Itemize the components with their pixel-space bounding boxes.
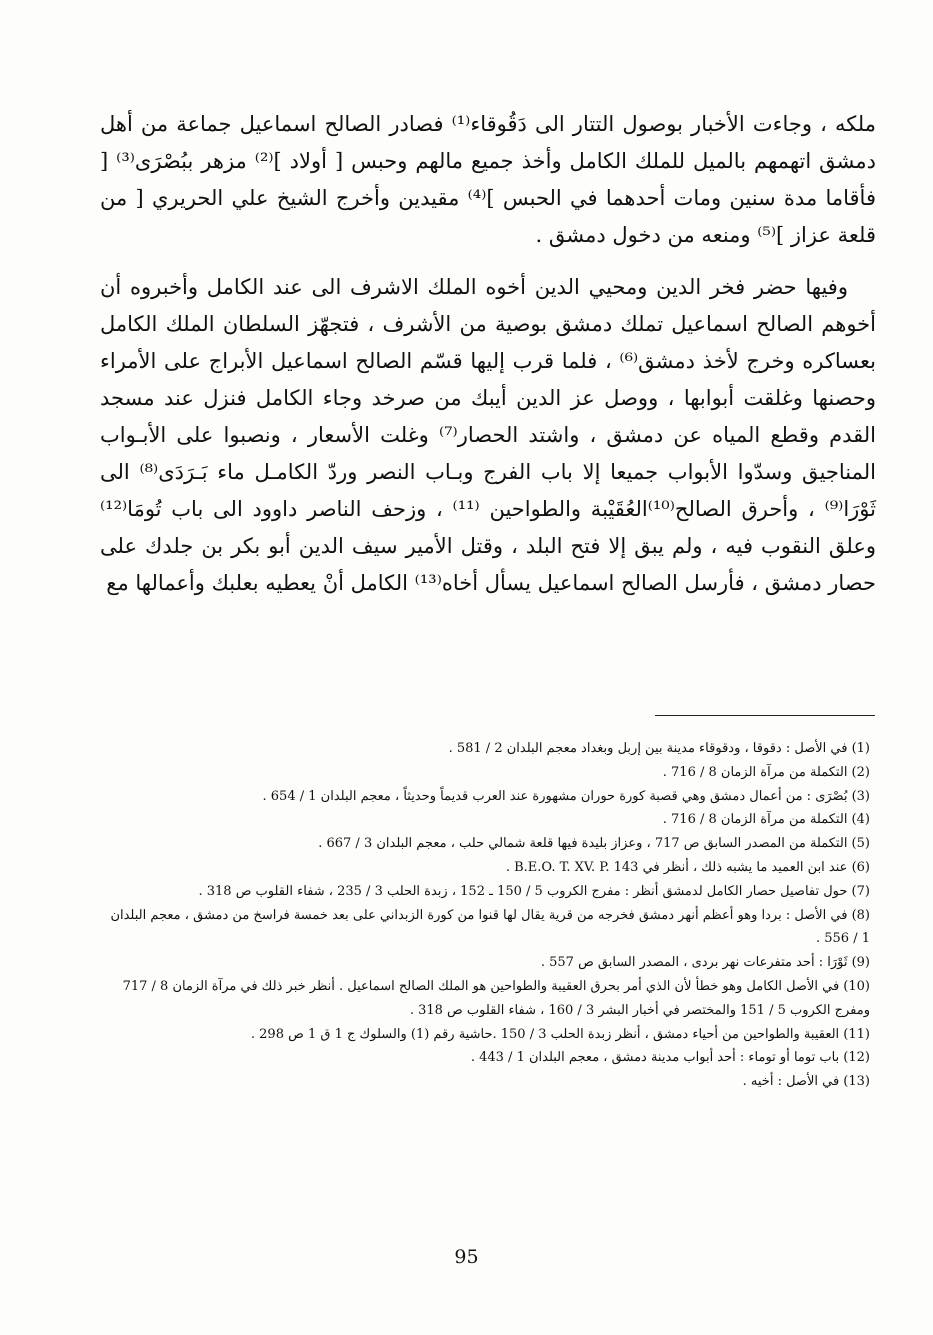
footnote: (10) في الأصل الكامل وهو خطأ لأن الذي أمر بحرق العقيبة والطواحين هو الملك الصالح اسماعيل . أنظر خبر ذلك في مرآة الزمان 8 / 717 ومفرج الكروب 5 / 151 والمختصر في أخبار البشر 3 / 160 ، شفاء القلوب ص 318 .: [122, 978, 870, 1018]
footnote: (9) ثَوْرَا : أحد متفرعات نهر بردى ، المصدر السابق ص 557 .: [540, 955, 870, 971]
paragraph: ملكه ، وجاءت الأخبار بوصول التتار الى دَقُوقاء⁽¹⁾ فصادر الصالح اسماعيل جماعة من أهل دمشق اتهمهم بالميل للملك الكامل وأخذ جميع مالهم وحبس [ أولاد ]⁽²⁾ مزهر ببُصْرَى⁽³⁾ [ فأقاما مدة سنين ومات أحدهما في الحبس ]⁽⁴⁾ مقيدين وأخرج الشيخ علي الحريري [ من قلعة عزاز ]⁽⁵⁾ ومنعه من دخول دمشق .: [100, 112, 877, 247]
footnotes: [100, 737, 878, 1094]
footnote-divider: [655, 715, 875, 716]
footnote: (3) بُصْرَى : من أعمال دمشق وهي قصبة كورة حوران مشهورة عند العرب قديماً وحديثاً ، معجم البلدان 1 / 654 .: [262, 788, 870, 804]
footnote: (7) حول تفاصيل حصار الكامل لدمشق أنظر : مفرج الكروب 5 / 150 ـ 152 ، زبدة الحلب 3 / 235 ، شفاء القلوب ص 318 .: [198, 883, 870, 899]
footnote: (11) العقيبة والطواحين من أحياء دمشق ، أنظر زبدة الحلب 3 / 150 .حاشية رقم (1) والسلوك ج 1 ق 1 ص 298 .: [250, 1026, 870, 1042]
footnote: (1) في الأصل : دقوقا ، ودقوقاء مدينة بين إربل وبغداد معجم البلدان 2 / 581 .: [448, 741, 870, 756]
footnote: (2) التكملة من مرآة الزمان 8 / 716 .: [662, 764, 870, 780]
footnote: (6) عند ابن العميد ما يشبه ذلك ، أنظر في B.E.O. T. XV. P. 143 .: [505, 859, 870, 875]
footnote: (4) التكملة من مرآة الزمان 8 / 716 .: [662, 812, 870, 828]
main-text: [100, 106, 876, 602]
footnote: (12) باب توما أو توماء : أحد أبواب مدينة دمشق ، معجم البلدان 1 / 443 .: [470, 1050, 870, 1066]
footnote: (8) في الأصل : بردا وهو أعظم أنهر دمشق فخرجه من قرية يقال لها قنوا من كورة الزبداني على بعد خمسة فراسخ من دمشق ، معجم البلدان 1 / 556 .: [110, 907, 870, 947]
footnote: (5) التكملة من المصدر السابق ص 717 ، وعزاز بليدة فيها قلعة شمالي حلب ، معجم البلدان 3 / 667 .: [318, 836, 870, 852]
footnote: (13) في الأصل : أخيه .: [742, 1074, 870, 1090]
page-number: 95: [454, 1246, 479, 1268]
paragraph: وفيها حضر فخر الدين ومحيي الدين أخوه الملك الاشرف الى عند الكامل وأخبروه أن أخوهم الصالح اسماعيل تملك دمشق بوصية من الأشرف ، فتجهّز السلطان الملك الكامل بعساكره وخرج لأخذ دمشق⁽⁶⁾ ، فلما قرب إليها قسّم الصالح اسماعيل الأبراج على الأمراء وحصنها وغلقت أبوابها ، ووصل عز الدين أيبك من صرخد وجاء الكامل فنزل عند مسجد القدم وقطع المياه عن دمشق ، واشتد الحصار⁽⁷⁾ وغلت الأسعار ، ونصبوا على الأبـواب المناجيق وسدّوا الأبواب جميعا إلا باب الفرج وبـاب النصر وردّ الكامـل ماء بَـرَدَى⁽⁸⁾ الى ثَوْرَا⁽⁹⁾ ، وأحرق الصالح⁽¹⁰⁾العُقَيْبة والطواحين ⁽¹¹⁾ ، وزحف الناصر داوود الى باب تُومَا⁽¹²⁾ وعلق النقوب فيه ، ولم يبق إلا فتح البلد ، وقتل الأمير سيف الدين أبو بكر بن جلدك على حصار دمشق ، فأرسل الصالح اسماعيل يسأل أخاه⁽¹³⁾ الكامل أنْ يعطيه بعلبك وأعمالها مع: [100, 275, 876, 595]
